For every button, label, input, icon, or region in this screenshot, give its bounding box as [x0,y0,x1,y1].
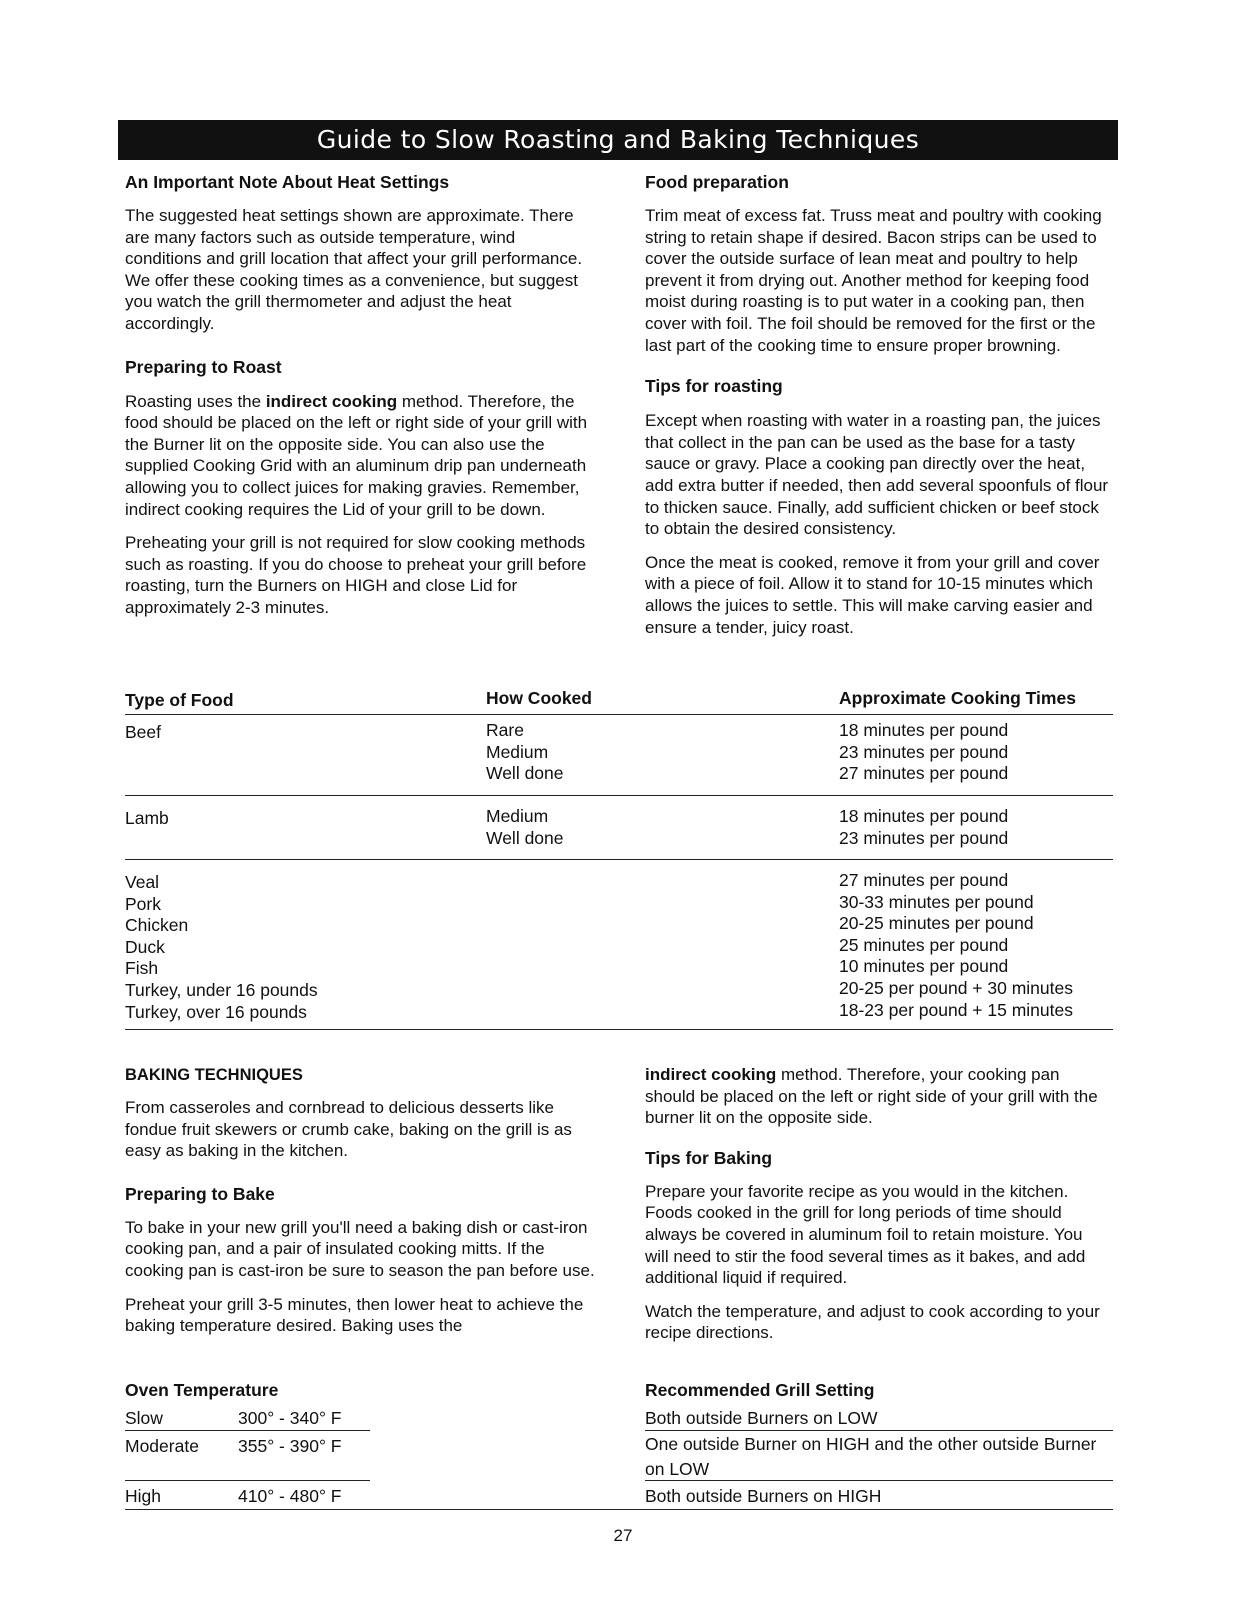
baking-intro: From casseroles and cornbread to delicious desserts like fondue fruit skewers or crumb cake, baking on the grill is as easy as baking in the kitchen. [125,1098,572,1161]
table-row-beef-times: 18 minutes per pound 23 minutes per pound 27 minutes per pound [839,720,1009,784]
baking-left-column [125,1066,595,1337]
preparing-bake-p1: To bake in your new grill you'll need a baking dish or cast-iron cooking pan, and a pair of insulated cooking mitts. If the cooking pan is cast-iron be sure to season the pan before use. [125,1217,595,1280]
table-header-how: How Cooked [486,688,592,708]
preparing-roast-p1: Roasting uses the indirect cooking method. Therefore, the food should be placed on the left or right side of your grill with the Burner lit on the opposite side. You can also use the supplied Cooking Grid with an aluminum drip pan underneath allowing you to collect juices for making gravies. Remember, indirect cooking requires the Lid of your grill to be down. [125,391,588,519]
heat-note-heading: An Important Note About Heat Settings [125,172,450,192]
tips-baking-p1: Prepare your favorite recipe as you would in the kitchen. Foods cooked in the grill for long periods of time should always be covered in aluminum foil to retain moisture. You will need to stir the food several times as it bakes, and add additional liquid if required. [645,1181,1086,1288]
page-number: 27 [613,1526,633,1545]
table-row-other-foods: Veal Pork Chicken Duck Fish Turkey, under 16 pounds Turkey, over 16 pounds [125,872,318,1022]
table-row-lamb-times: 18 minutes per pound 23 minutes per pound [839,806,1009,848]
oven-row-moderate-setting: One outside Burner on HIGH and the other outside Burner on LOW [645,1434,1097,1479]
tips-roasting-p1: Except when roasting with water in a roasting pan, the juices that collect in the pan can be used as the base for a tasty sauce or gravy. Place a cooking pan directly over the heat, add extra butter if needed, then add several spoonfuls of flour to thicken sauce. Finally, add sufficient chicken or beef stock to obtain the desired consistency. [645,411,1109,539]
table-row-lamb-food: Lamb [125,808,169,828]
preparing-roast-p2: Preheating your grill is not required for slow cooking methods such as roasting. If you do choose to preheat your grill before roasting, turn the Burners on HIGH and close Lid for approximately 2-3 minutes. [125,533,587,617]
preparing-roast-heading: Preparing to Roast [125,356,282,377]
table-divider [125,795,1113,796]
table-divider [125,859,1113,860]
baking-heading: BAKING TECHNIQUES [125,1066,303,1084]
recommended-setting-heading: Recommended Grill Setting [645,1380,875,1400]
table-divider [125,714,1113,715]
oven-row-slow-setting: Both outside Burners on LOW [645,1408,878,1428]
oven-temperature-heading: Oven Temperature [125,1380,279,1400]
oven-row-moderate-name: Moderate [125,1436,199,1456]
table-header-type: Type of Food [125,690,234,710]
table-row-lamb-how: Medium Well done [486,806,564,848]
left-column-top [125,172,595,619]
oven-row-slow-temp: 300° - 340° F [238,1408,342,1428]
preparing-bake-heading: Preparing to Bake [125,1183,275,1204]
table-divider [125,1430,370,1431]
table-divider [645,1430,1113,1431]
table-divider [125,1029,1113,1030]
oven-row-moderate-temp: 355° - 390° F [238,1436,342,1456]
oven-row-high-setting: Both outside Burners on HIGH [645,1486,882,1506]
heat-note-body: The suggested heat settings shown are approximate. There are many factors such as outside temperature, wind conditions and grill location that affect your grill performance. We offer these cooking times as a convenience, but suggest you watch the grill thermometer and adjust the heat accordingly. [125,206,583,333]
oven-row-high-temp: 410° - 480° F [238,1486,342,1506]
food-prep-body: Trim meat of excess fat. Truss meat and poultry with cooking string to retain shape if desired. Bacon strips can be used to cover the outside surface of lean meat and poultry to help prevent it from drying out. Another method for keeping food moist during roasting is to put water in a cooking pan, then cover with foil. The foil should be removed for the first or the last part of the cooking time to ensure proper browning. [645,206,1102,355]
right-column-top [645,172,1110,638]
oven-row-high-name: High [125,1486,161,1506]
table-row-beef-food: Beef [125,722,161,742]
indirect-cooking-continued: indirect cooking method. Therefore, your cooking pan should be placed on the left or right side of your grill with the burner lit on the opposite side. [645,1065,1098,1128]
page-title: Guide to Slow Roasting and Baking Techniques [118,120,1118,160]
table-divider [125,1480,370,1481]
tips-roasting-p2: Once the meat is cooked, remove it from your grill and cover with a piece of foil. Allow it to stand for 10-15 minutes which allows the juices to settle. This will make carving easier and ensure a tender, juicy roast. [645,552,1100,637]
tips-baking-heading: Tips for Baking [645,1147,773,1168]
food-prep-heading: Food preparation [645,172,789,192]
table-divider [645,1480,1113,1481]
tips-roasting-heading: Tips for roasting [645,376,783,397]
table-row-beef-how: Rare Medium Well done [486,720,564,784]
table-row-other-times: 27 minutes per pound 30-33 minutes per pound 20-25 minutes per pound 25 minutes per pound 10 minutes per pound 20-25 per pound + 30 minutes 18-23 per pound + 15 minutes [839,870,1073,1020]
preparing-bake-p2: Preheat your grill 3-5 minutes, then lower heat to achieve the baking temperature desired. Baking uses the [125,1294,584,1336]
oven-row-slow-name: Slow [125,1408,163,1428]
tips-baking-p2: Watch the temperature, and adjust to cook according to your recipe directions. [645,1301,1100,1343]
table-divider [125,1509,1113,1510]
table-header-times: Approximate Cooking Times [839,688,1076,708]
baking-right-column [645,1064,1110,1344]
